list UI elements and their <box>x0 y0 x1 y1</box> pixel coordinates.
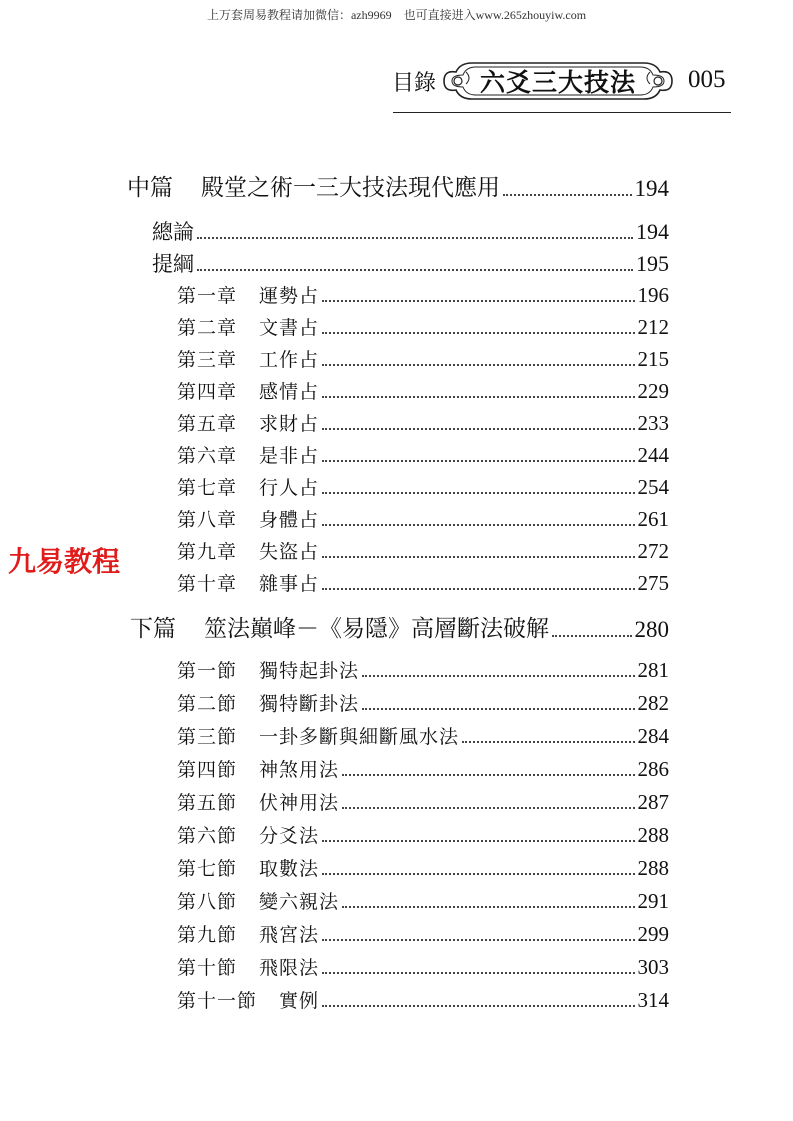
toc-row[interactable] <box>177 924 669 945</box>
row-label: 第九節 <box>177 924 238 946</box>
toc-row[interactable] <box>177 792 669 813</box>
row-label: 第十節 <box>177 957 238 979</box>
page-ref: 244 <box>637 443 669 467</box>
toc-row[interactable] <box>177 891 669 912</box>
page-ref: 288 <box>637 856 669 880</box>
top-note: 上万套周易教程请加微信：azh9969 也可直接进入www.265zhouyiw.com <box>206 8 587 22</box>
toc-row[interactable] <box>177 957 669 978</box>
page-ref: 254 <box>637 475 669 499</box>
row-title: 變六親法 <box>259 891 340 913</box>
page-ref: 314 <box>637 988 669 1012</box>
page-ref: 233 <box>637 411 669 435</box>
section-title: 殿堂之術一三大技法現代應用 <box>201 175 500 201</box>
row-label: 第一節 <box>177 660 238 682</box>
row-title: 身體占 <box>259 509 320 531</box>
page-ref: 288 <box>637 823 669 847</box>
page-ref: 194 <box>636 219 669 244</box>
page-ref: 194 <box>634 176 669 201</box>
toc-row[interactable] <box>177 509 669 530</box>
row-title: 行人占 <box>259 477 320 499</box>
leader-dots <box>322 872 634 875</box>
row-title: 運勢占 <box>259 285 320 307</box>
toc-row[interactable] <box>152 253 669 275</box>
toc-row[interactable] <box>177 726 669 747</box>
row-title: 工作占 <box>259 349 320 371</box>
row-label: 第七章 <box>177 477 238 499</box>
row-title: 飛限法 <box>259 957 320 979</box>
leader-dots <box>462 740 634 743</box>
row-title: 伏神用法 <box>259 792 340 814</box>
leader-dots <box>197 236 633 239</box>
row-label: 第六章 <box>177 445 238 467</box>
row-title: 提綱 <box>152 252 194 276</box>
toc-row[interactable] <box>177 858 669 879</box>
row-label: 第八章 <box>177 509 238 531</box>
toc-row[interactable] <box>177 413 669 434</box>
row-title: 求財占 <box>259 413 320 435</box>
leader-dots <box>342 806 634 809</box>
page-ref: 195 <box>636 251 669 276</box>
row-label: 第六節 <box>177 825 238 847</box>
toc-row[interactable] <box>177 541 669 562</box>
toc-section-lower[interactable] <box>130 618 669 641</box>
leader-dots <box>322 299 634 302</box>
book-title: 六爻三大技法 <box>480 68 637 97</box>
leader-dots <box>322 331 634 334</box>
row-title: 雜事占 <box>259 573 320 595</box>
row-title: 獨特斷卦法 <box>259 693 360 715</box>
leader-dots <box>342 905 634 908</box>
leader-dots <box>322 839 634 842</box>
leader-dots <box>322 971 634 974</box>
toc-row[interactable] <box>177 990 669 1011</box>
row-label: 第三節 <box>177 726 238 748</box>
toc-row[interactable] <box>177 573 669 594</box>
toc-row[interactable] <box>177 381 669 402</box>
row-label: 第四節 <box>177 759 238 781</box>
page-ref: 215 <box>637 347 669 371</box>
leader-dots <box>342 773 634 776</box>
row-title: 失盜占 <box>259 541 320 563</box>
page-ref: 303 <box>637 955 669 979</box>
page-ref: 196 <box>637 283 669 307</box>
leader-dots <box>503 193 632 196</box>
leader-dots <box>322 395 634 398</box>
toc-row[interactable] <box>177 477 669 498</box>
row-title: 文書占 <box>259 317 320 339</box>
row-title: 取數法 <box>259 858 320 880</box>
row-title: 分爻法 <box>259 825 320 847</box>
row-label: 第五節 <box>177 792 238 814</box>
row-title: 實例 <box>279 990 320 1012</box>
leader-dots <box>322 555 634 558</box>
page-ref: 282 <box>637 691 669 715</box>
leader-dots <box>197 268 633 271</box>
row-title: 飛宮法 <box>259 924 320 946</box>
row-title: 一卦多斷與細斷風水法 <box>259 726 460 748</box>
leader-dots <box>322 491 634 494</box>
toc-row[interactable] <box>177 317 669 338</box>
watermark: 九易教程 <box>8 545 121 578</box>
row-label: 第八節 <box>177 891 238 913</box>
section-title: 筮法巔峰－《易隱》高層斷法破解 <box>204 616 549 642</box>
row-label: 第五章 <box>177 413 238 435</box>
row-label: 第三章 <box>177 349 238 371</box>
row-label: 第二章 <box>177 317 238 339</box>
page-ref: 281 <box>637 658 669 682</box>
page-ref: 291 <box>637 889 669 913</box>
page-ref: 299 <box>637 922 669 946</box>
toc-row[interactable] <box>177 825 669 846</box>
leader-dots <box>322 938 634 941</box>
toc-row[interactable] <box>177 445 669 466</box>
leader-dots <box>322 1004 634 1007</box>
row-label: 第十章 <box>177 573 238 595</box>
row-label: 第二節 <box>177 693 238 715</box>
leader-dots <box>322 587 634 590</box>
toc-section-middle[interactable] <box>127 177 669 200</box>
page-ref: 275 <box>637 571 669 595</box>
toc-row[interactable] <box>177 660 669 681</box>
page-ref: 287 <box>637 790 669 814</box>
toc-row[interactable] <box>177 349 669 370</box>
row-title: 感情占 <box>259 381 320 403</box>
toc-row[interactable] <box>177 759 669 780</box>
page-number: 005 <box>688 66 726 93</box>
page-ref: 272 <box>637 539 669 563</box>
toc-row[interactable] <box>177 693 669 714</box>
toc-row[interactable] <box>177 285 669 306</box>
leader-dots <box>322 363 634 366</box>
header-label: 目錄 <box>392 70 437 96</box>
leader-dots <box>362 707 634 710</box>
page-ref: 229 <box>637 379 669 403</box>
leader-dots <box>322 459 634 462</box>
row-label: 第九章 <box>177 541 238 563</box>
row-label: 第一章 <box>177 285 238 307</box>
row-title: 是非占 <box>259 445 320 467</box>
leader-dots <box>362 674 634 677</box>
leader-dots <box>552 634 632 637</box>
page-ref: 284 <box>637 724 669 748</box>
page-ref: 286 <box>637 757 669 781</box>
row-label: 第七節 <box>177 858 238 880</box>
leader-dots <box>322 427 634 430</box>
toc-row[interactable] <box>152 221 669 243</box>
row-label: 第四章 <box>177 381 238 403</box>
row-title: 獨特起卦法 <box>259 660 360 682</box>
page-ref: 212 <box>637 315 669 339</box>
leader-dots <box>322 523 634 526</box>
section-label: 中篇 <box>127 175 173 201</box>
page-ref: 261 <box>637 507 669 531</box>
row-title: 總論 <box>152 220 194 244</box>
section-label: 下篇 <box>130 616 176 642</box>
row-label: 第十一節 <box>177 990 258 1012</box>
page-ref: 280 <box>634 617 669 642</box>
row-title: 神煞用法 <box>259 759 340 781</box>
